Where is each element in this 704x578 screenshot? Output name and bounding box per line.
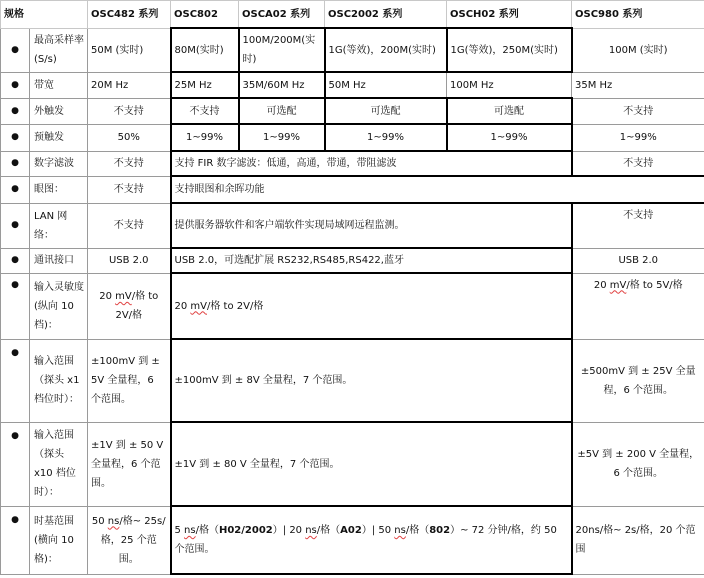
row-range-x1 xyxy=(1,339,704,422)
bullet-icon: ● xyxy=(1,506,30,574)
digital-filter-osc980: 不支持 xyxy=(572,151,704,176)
sampling-osc980: 100M (实时) xyxy=(572,28,704,72)
header-osc980: OSC980 系列 xyxy=(572,1,704,29)
sensitivity-osc482-prefix: 20 xyxy=(99,291,116,302)
header-osch02: OSCH02 系列 xyxy=(447,1,572,29)
ext-trigger-osc802: 不支持 xyxy=(171,98,239,124)
label-eye: 眼图： xyxy=(30,176,88,203)
range-x10-osc482: ±1V 到 ± 50 V 全量程，6 个范围。 xyxy=(88,422,171,506)
eye-span: 支持眼图和余晖功能 xyxy=(171,176,704,203)
timebase-osc482-unit: ns xyxy=(107,515,120,527)
timebase-unit-2: ns xyxy=(305,525,317,536)
range-x10-osc980: ±5V 到 ± 200 V 全量程，6 个范围。 xyxy=(572,422,704,506)
sensitivity-osc482-suffix: /格 to 2V/格 xyxy=(115,291,159,321)
range-x10-span: ±1V 到 ± 80 V 全量程，7 个范围。 xyxy=(171,422,572,506)
timebase-model-802: 802 xyxy=(429,525,451,536)
sensitivity-osc980-prefix: 20 xyxy=(593,279,610,291)
bandwidth-osc2002: 50M Hz xyxy=(325,72,447,98)
label-range-x10: 输入范围（探头 x10 档位时）： xyxy=(30,422,88,506)
digital-filter-osc482: 不支持 xyxy=(88,151,171,176)
sampling-osc482: 50M (实时) xyxy=(88,28,171,72)
row-bandwidth xyxy=(1,72,704,98)
bullet-icon: ● xyxy=(1,339,30,422)
header-osc482: OSC482 系列 xyxy=(88,1,171,29)
ext-trigger-osc2002: 可选配 xyxy=(325,98,447,124)
sensitivity-span-prefix: 20 xyxy=(174,300,191,312)
label-timebase: 时基范围(横向 10 格)： xyxy=(30,506,88,574)
label-pre-trigger: 预触发 xyxy=(30,124,88,151)
row-range-x10 xyxy=(1,422,704,506)
label-bandwidth: 带宽 xyxy=(30,72,88,98)
timebase-osc482-prefix: 50 xyxy=(91,515,108,527)
timebase-span xyxy=(171,506,572,574)
pre-trigger-osch02: 1~99% xyxy=(447,124,572,151)
header-osca02: OSCA02 系列 xyxy=(239,1,325,29)
bullet-icon: ● xyxy=(1,72,30,98)
bullet-icon: ● xyxy=(1,248,30,273)
bullet-icon: ● xyxy=(1,98,30,124)
row-lan xyxy=(1,203,704,248)
range-x1-span: ±100mV 到 ± 8V 全量程，7 个范围。 xyxy=(171,339,572,422)
timebase-model-h02-2002: H02/2002 xyxy=(218,525,273,536)
interface-osc980: USB 2.0 xyxy=(572,248,704,273)
label-sampling: 最高采样率 (S/s) xyxy=(30,28,88,72)
sensitivity-span-suffix: /格 to 2V/格 xyxy=(207,300,264,312)
pre-trigger-osc980: 1~99% xyxy=(572,124,704,151)
row-digital-filter xyxy=(1,151,704,176)
sensitivity-osc980-suffix: /格 to 5V/格 xyxy=(626,279,683,291)
range-x1-osc980: ±500mV 到 ± 25V 全量程，6 个范围。 xyxy=(572,339,704,422)
bandwidth-osch02: 100M Hz xyxy=(447,72,572,98)
label-sensitivity: 输入灵敏度 (纵向 10 档)： xyxy=(30,273,88,339)
timebase-text-7: ）~ 72 分钟/格，约 50 个范围。 xyxy=(174,525,557,555)
interface-span: USB 2.0，可选配扩展 RS232,RS485,RS422,蓝牙 xyxy=(171,248,572,273)
range-x1-osc482: ±100mV 到 ± 5V 全量程，6 个范围。 xyxy=(88,339,171,422)
lan-osc980: 不支持 xyxy=(572,203,704,248)
row-pre-trigger xyxy=(1,124,704,151)
digital-filter-span: 支持 FIR 数字滤波：低通，高通，带通，带阻滤波 xyxy=(171,151,572,176)
header-osc802: OSC802 xyxy=(171,1,239,29)
header-osc2002: OSC2002 系列 xyxy=(325,1,447,29)
label-ext-trigger: 外触发 xyxy=(30,98,88,124)
ext-trigger-osc482: 不支持 xyxy=(88,98,171,124)
timebase-osc482-suffix: /格~ 25s/格，25 个范围。 xyxy=(100,515,166,565)
timebase-unit-3: ns xyxy=(394,525,406,536)
sensitivity-osc482 xyxy=(88,273,171,339)
eye-osc482: 不支持 xyxy=(88,176,171,203)
bandwidth-osca02: 35M/60M Hz xyxy=(239,72,325,98)
lan-osc482: 不支持 xyxy=(88,203,171,248)
label-interface: 通讯接口 xyxy=(30,248,88,273)
bullet-icon: ● xyxy=(1,273,30,339)
label-range-x1: 输入范围（探头 x1 档位时）： xyxy=(30,339,88,422)
interface-osc482: USB 2.0 xyxy=(88,248,171,273)
pre-trigger-osca02: 1~99% xyxy=(239,124,325,151)
row-eye xyxy=(1,176,704,203)
row-ext-trigger xyxy=(1,98,704,124)
label-digital-filter: 数字滤波 xyxy=(30,151,88,176)
sampling-osca02: 100M/200M(实时) xyxy=(239,28,325,72)
sampling-osch02: 1G(等效)，250M(实时) xyxy=(447,28,572,72)
pre-trigger-osc802: 1~99% xyxy=(171,124,239,151)
timebase-model-a02: A02 xyxy=(340,525,362,536)
timebase-text-4: /格（ xyxy=(316,525,341,536)
sensitivity-osc482-unit: mV xyxy=(115,291,132,302)
timebase-osc980: 20ns/格~ 2s/格，20 个范围 xyxy=(572,506,704,574)
timebase-text-6: /格（ xyxy=(405,525,430,536)
ext-trigger-osc980: 不支持 xyxy=(572,98,704,124)
row-sampling xyxy=(1,28,704,72)
ext-trigger-osca02: 可选配 xyxy=(239,98,325,124)
timebase-text-1: 5 xyxy=(174,525,185,536)
timebase-unit-1: ns xyxy=(184,525,196,536)
row-sensitivity xyxy=(1,273,704,339)
sensitivity-osc980-unit: mV xyxy=(609,279,627,291)
bullet-icon: ● xyxy=(1,203,30,248)
sensitivity-span-unit: mV xyxy=(190,300,207,312)
bandwidth-osc482: 20M Hz xyxy=(88,72,171,98)
timebase-text-2: /格（ xyxy=(195,525,219,536)
sampling-osc2002: 1G(等效)，200M(实时) xyxy=(325,28,447,72)
sampling-osc802: 80M(实时) xyxy=(171,28,239,72)
row-interface xyxy=(1,248,704,273)
lan-span: 提供服务器软件和客户端软件实现局域网远程监测。 xyxy=(171,203,572,248)
header-spec: 规格 xyxy=(1,1,88,29)
timebase-text-3: ）| 20 xyxy=(272,525,306,536)
bandwidth-osc802: 25M Hz xyxy=(171,72,239,98)
bullet-icon: ● xyxy=(1,176,30,203)
bullet-icon: ● xyxy=(1,124,30,151)
bullet-icon: ● xyxy=(1,28,30,72)
sensitivity-span xyxy=(171,273,572,339)
timebase-text-5: ）| 50 xyxy=(361,525,395,536)
bandwidth-osc980: 35M Hz xyxy=(572,72,704,98)
bullet-icon: ● xyxy=(1,422,30,506)
bullet-icon: ● xyxy=(1,151,30,176)
pre-trigger-osc2002: 1~99% xyxy=(325,124,447,151)
ext-trigger-osch02: 可选配 xyxy=(447,98,572,124)
timebase-osc482 xyxy=(88,506,171,574)
sensitivity-osc980 xyxy=(572,273,704,339)
label-lan: LAN 网络： xyxy=(30,203,88,248)
pre-trigger-osc482: 50% xyxy=(88,124,171,151)
header-row xyxy=(1,1,704,29)
row-timebase xyxy=(1,506,704,574)
